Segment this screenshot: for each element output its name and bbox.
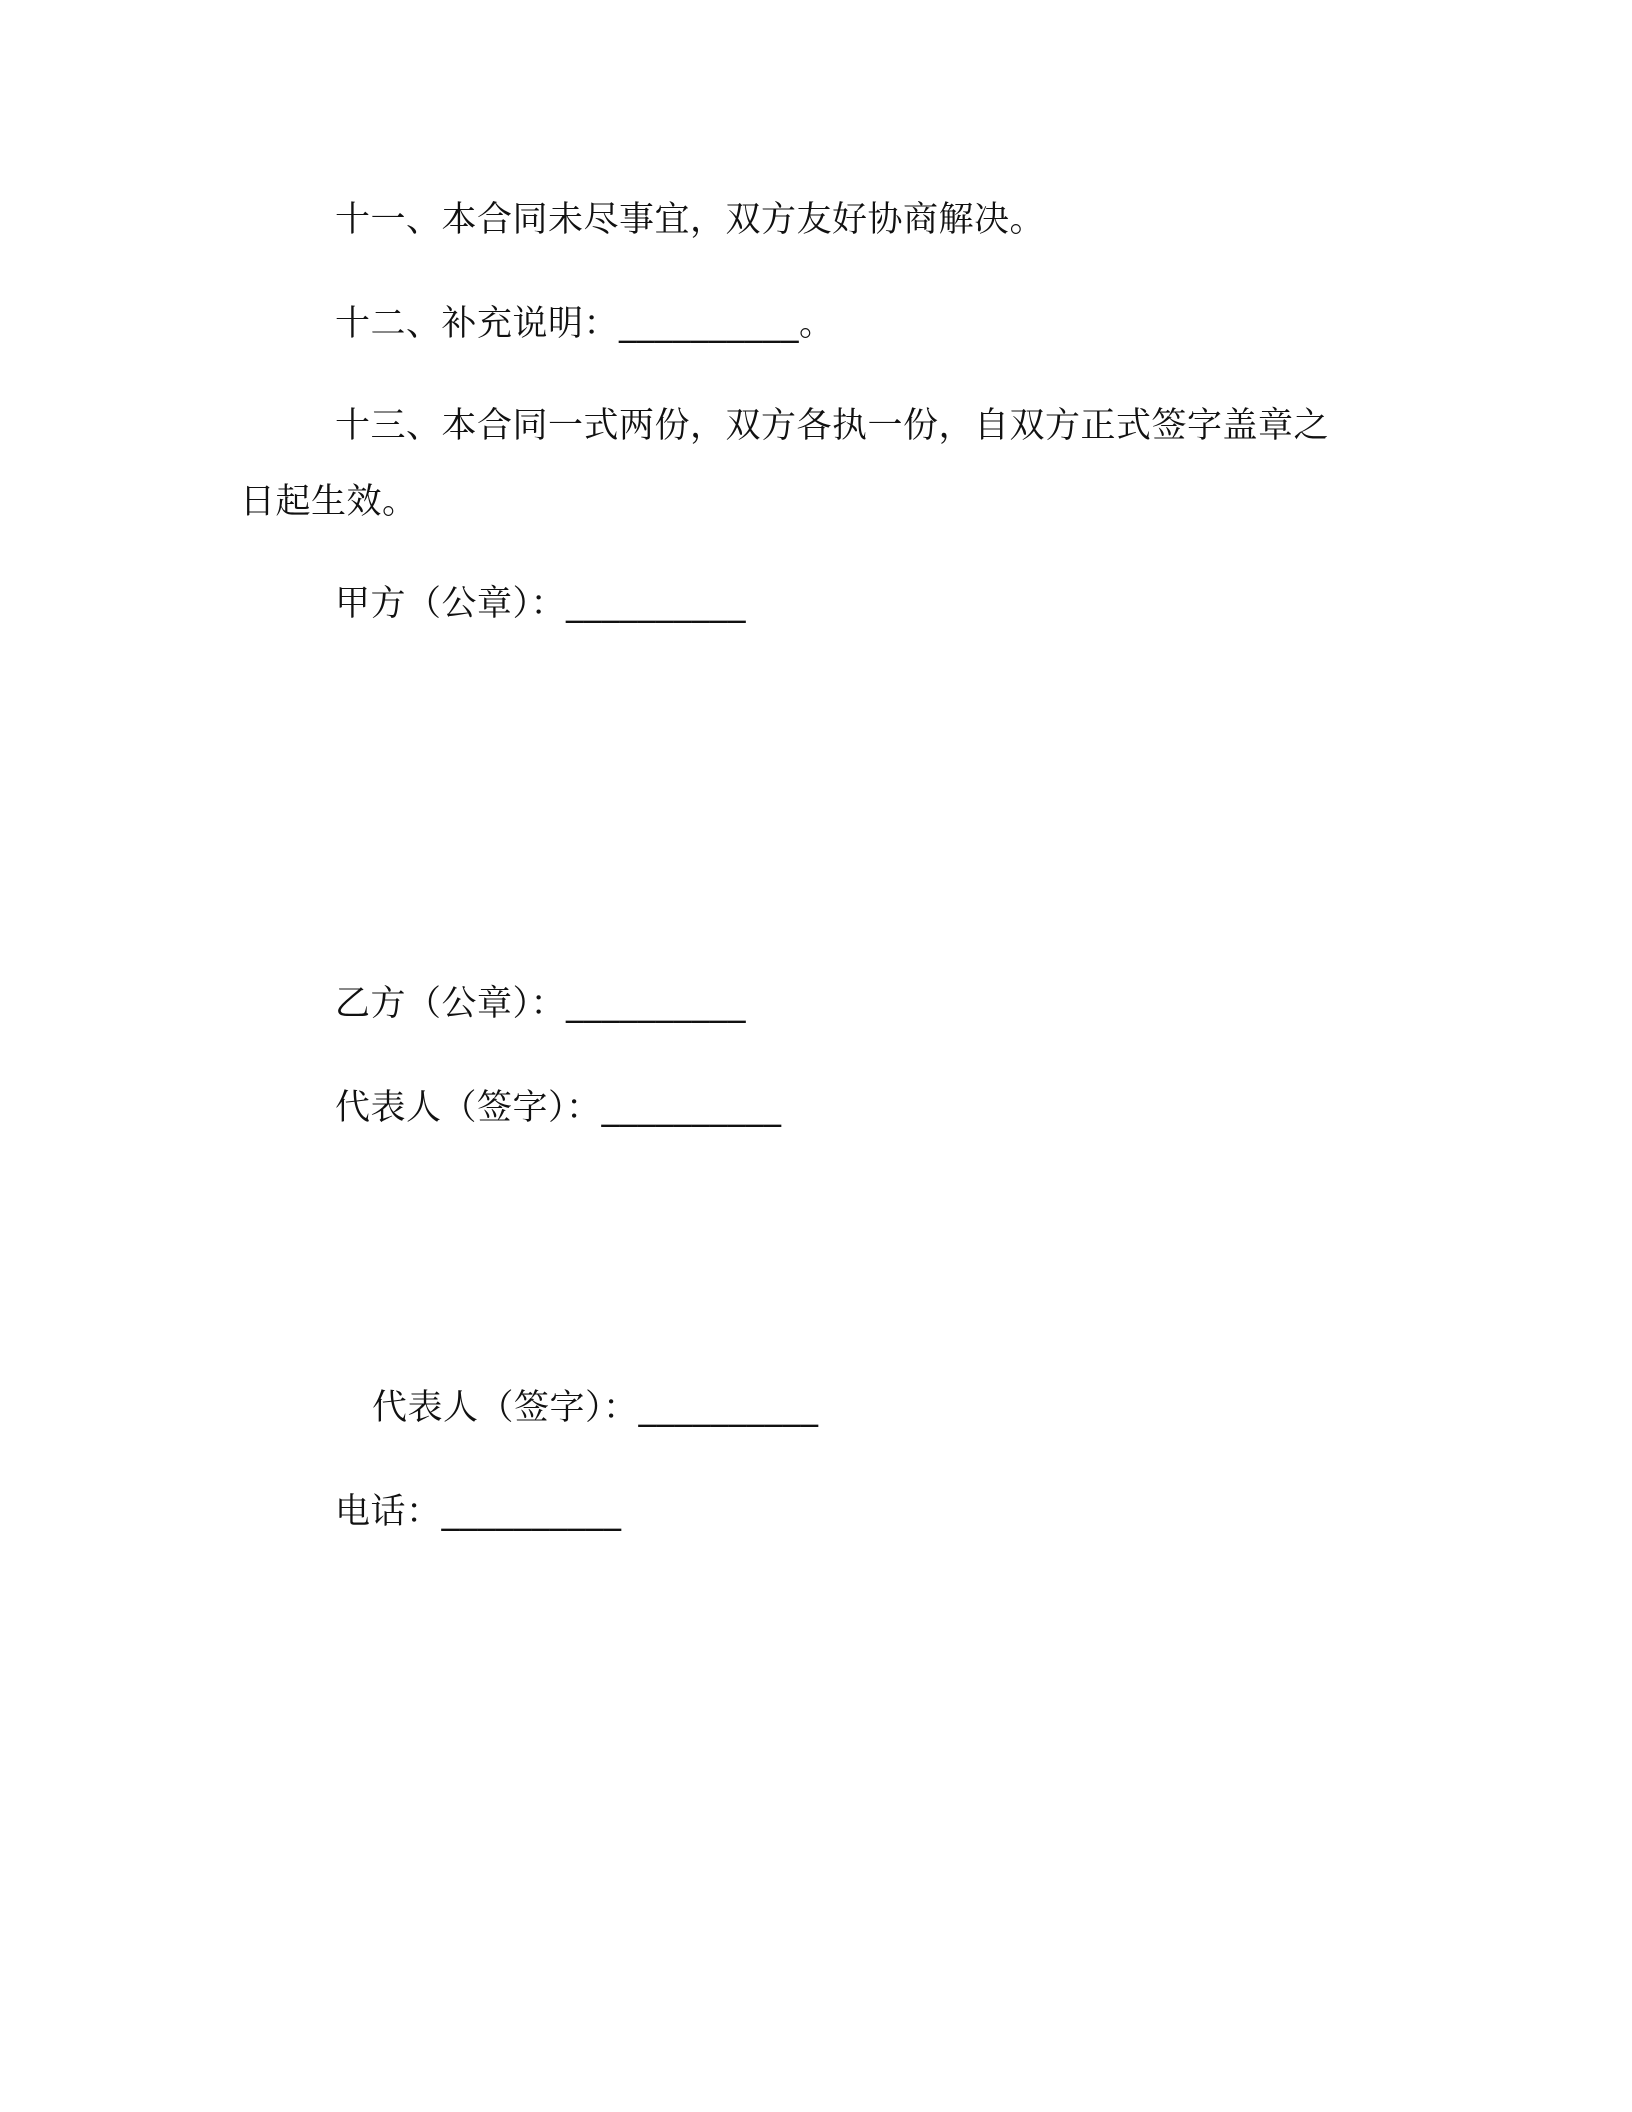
- clause-12: 十二、补充说明：__________。: [335, 304, 835, 344]
- phone-field: 电话：__________: [335, 1492, 622, 1532]
- representative-signature-field-2: 代表人（签字）：__________: [372, 1388, 819, 1428]
- clause-13-line-2: 日起生效。: [240, 482, 418, 522]
- clause-11: 十一、本合同未尽事宜，双方友好协商解决。: [335, 200, 1046, 240]
- clause-13-line-1: 十三、本合同一式两份，双方各执一份，自双方正式签字盖章之: [335, 406, 1330, 446]
- party-a-seal-field: 甲方（公章）：__________: [335, 584, 747, 624]
- party-b-seal-field: 乙方（公章）：__________: [335, 984, 747, 1024]
- representative-signature-field: 代表人（签字）：__________: [335, 1088, 782, 1128]
